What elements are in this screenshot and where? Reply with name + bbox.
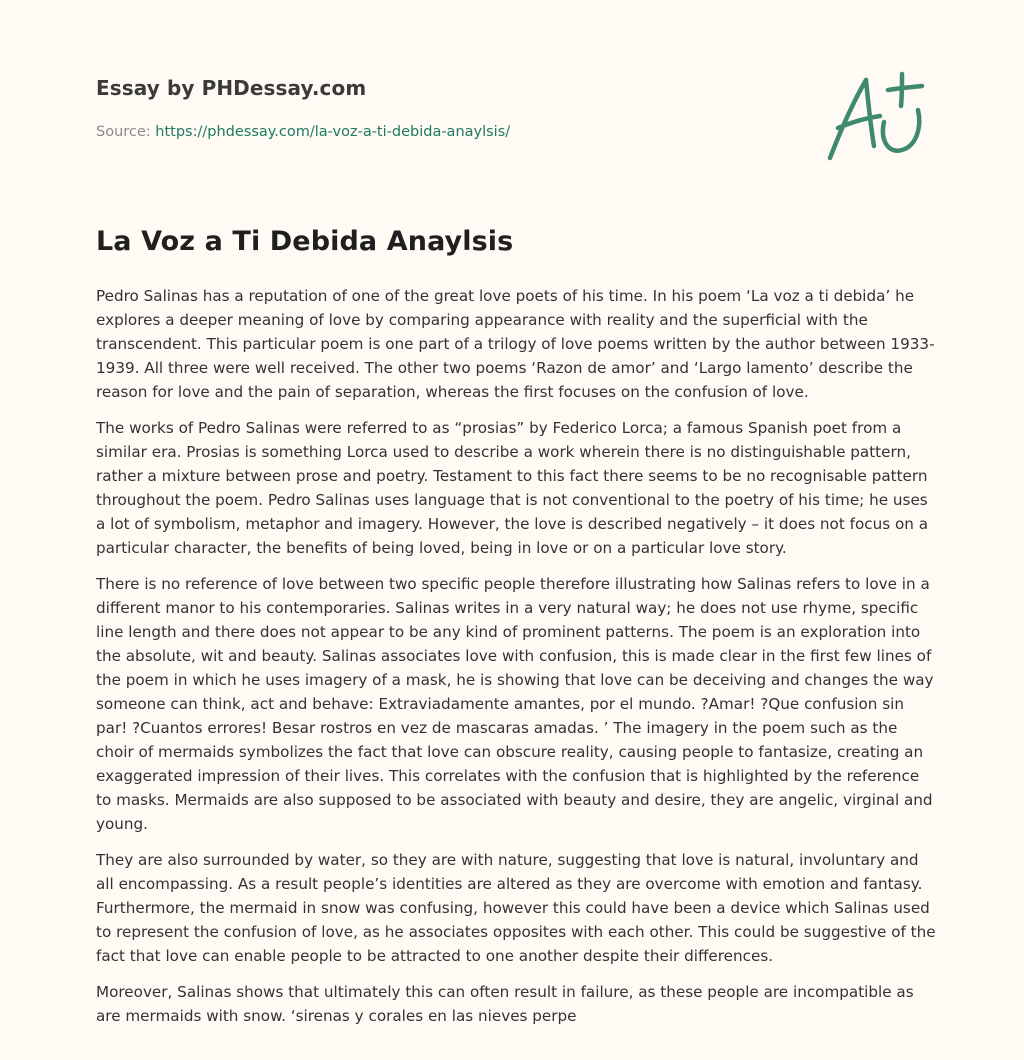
source-link[interactable]: https://phdessay.com/la-voz-a-ti-debida-anaylsis/ xyxy=(155,124,511,140)
paragraph: They are also surrounded by water, so they are with nature, suggesting that love is natural, involuntary and all encompassing. As a result people’s identities are altered as they are overcome with emotion and fantasy. Furthermore, the mermaid in snow was confusing, however this could have been a device which Salinas used to represent the confusion of love, as he associates opposites with each other. This could be suggestive of the fact that love can enable people to be attracted to one another despite their differences. xyxy=(96,851,936,965)
source-label: Source: xyxy=(96,124,151,140)
paragraph: Pedro Salinas has a reputation of one of the great love poets of his time. In his poem ‘La voz a ti debida’ he explores a deeper meaning of love by comparing appearance with reality and the superficial with the transcendent. This particular poem is one part of a trilogy of love poems written by the author between 1933-1939. All three were well received. The other two poems ‘Razon de amor’ and ‘Largo lamento’ describe the reason for love and the pain of separation, whereas the first focuses on the confusion of love. xyxy=(96,287,935,401)
paragraph: There is no reference of love between two specific people therefore illustrating how Salinas refers to love in a different manor to his contemporaries. Salinas writes in a very natural way; he does not use rhyme, specific line length and there does not appear to be any kind of prominent patterns. The poem is an exploration into the absolute, wit and beauty. Salinas associates love with confusion, this is made clear in the first few lines of the poem in which he uses imagery of a mask, he is showing that love can be deceiving and changes the way someone can think, act and behave: Extraviadamente amantes, por el mundo. ?Amar! ?Que confusion sin par! ?Cuantos errores! Besar rostros en vez de mascaras amadas. ’ The imagery in the poem such as the choir of mermaids symbolizes the fact that love can obscure reality, causing people to fantasize, creating an exaggerated impression of their lives. This correlates with the confusion that is highlighted by the reference to masks. Mermaids are also supposed to be associated with beauty and desire, they are angelic, virginal and young. xyxy=(96,575,934,833)
source-line xyxy=(96,124,510,140)
paragraph: The works of Pedro Salinas were referred to as “prosias” by Federico Lorca; a famous Spanish poet from a similar era. Prosias is something Lorca used to describe a work wherein there is no distinguishable pattern, rather a mixture between prose and poetry. Testament to this fact there seems to be no recognisable pattern throughout the poem. Pedro Salinas uses language that is not conventional to the poetry of his time; he uses a lot of symbolism, metaphor and imagery. However, the love is described negatively – it does not focus on a particular character, the benefits of being loved, being in love or on a particular love story. xyxy=(96,419,929,557)
site-brand: Essay by PHDessay.com xyxy=(96,76,367,100)
a-plus-grade-icon xyxy=(822,70,928,162)
essay-body xyxy=(96,284,936,1040)
essay-title: La Voz a Ti Debida Anaylsis xyxy=(96,226,514,257)
paragraph: Moreover, Salinas shows that ultimately this can often result in failure, as these people are incompatible as are mermaids with snow. ‘sirenas y corales en las nieves perpe xyxy=(96,983,914,1025)
